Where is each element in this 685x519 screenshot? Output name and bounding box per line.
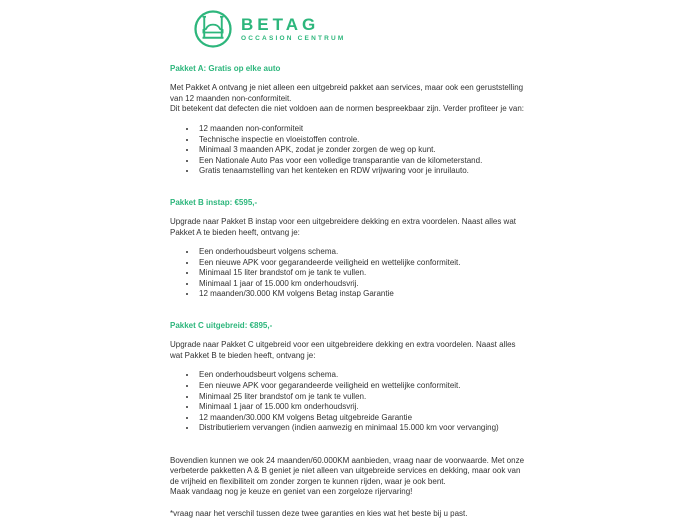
bullet-item: • Een nieuwe APK voor gegarandeerde veiligheid en wettelijke conformiteit. bbox=[197, 258, 528, 269]
betag-logo-icon bbox=[192, 8, 234, 50]
bullet-item: • Technische inspectie en vloeistoffen controle. bbox=[197, 135, 528, 146]
bullet-item: • 12 maanden non-conformiteit bbox=[197, 124, 528, 135]
bullet-item: • Gratis tenaamstelling van het kenteken en RDW vrijwaring voor je inruilauto. bbox=[197, 166, 528, 177]
bullet-item: • Een onderhoudsbeurt volgens schema. bbox=[197, 370, 528, 381]
pakket-b-intro: Upgrade naar Pakket B instap voor een uitgebreidere dekking en extra voordelen. Naast alles wat Pakket A te bieden heeft, ontvang je: bbox=[170, 217, 516, 237]
logo bbox=[192, 8, 528, 50]
logo-brand-text: BETAG bbox=[241, 14, 320, 34]
pakket-a-intro-line-1: Met Pakket A ontvang je niet alleen een uitgebreid pakket aan services, maar ook een geruststelling van 12 maanden non-conformiteit. bbox=[170, 83, 524, 103]
bullet-item: • Minimaal 3 maanden APK, zodat je zonder zorgen de weg op kunt. bbox=[197, 145, 528, 156]
bullet-item: • 12 maanden/30.000 KM volgens Betag instap Garantie bbox=[197, 289, 528, 300]
bullet-item: • Minimaal 1 jaar of 15.000 km onderhoudsvrij. bbox=[197, 279, 528, 290]
section-pakket-c bbox=[170, 321, 528, 434]
bullet-item: • Distributieriem vervangen (indien aanwezig en minimaal 15.000 km voor vervanging) bbox=[197, 423, 528, 434]
closing-cta-line: Maak vandaag nog je keuze en geniet van een zorgeloze rijervaring! bbox=[170, 487, 413, 497]
pakket-c-heading: Pakket C uitgebreid: €895,- bbox=[170, 320, 273, 330]
pakket-b-bullet-list bbox=[197, 247, 528, 300]
bullet-item: • 12 maanden/30.000 KM volgens Betag uitgebreide Garantie bbox=[197, 413, 528, 424]
closing-block bbox=[170, 456, 528, 519]
pakket-a-intro-line-2: Dit betekent dat defecten die niet voldoen aan de normen bespreekbaar zijn. Verder profiteer je van: bbox=[170, 104, 525, 114]
pakket-c-intro: Upgrade naar Pakket C uitgebreid voor een uitgebreidere dekking en extra voordelen. Naast alles wat Pakket B te bieden heeft, ontvang je: bbox=[170, 340, 516, 360]
bullet-item: • Een Nationale Auto Pas voor een volledige transparantie van de kilometerstand. bbox=[197, 156, 528, 167]
pakket-a-bullet-list bbox=[197, 124, 528, 177]
footnote: *vraag naar het verschil tussen deze twee garanties en kies wat het beste bij u past. bbox=[170, 508, 468, 518]
pakket-b-heading: Pakket B instap: €595,- bbox=[170, 197, 258, 207]
bullet-item: • Minimaal 15 liter brandstof om je tank te vullen. bbox=[197, 268, 528, 279]
pakket-a-heading: Pakket A: Gratis op elke auto bbox=[170, 64, 281, 73]
logo-subtitle-text: OCCASION CENTRUM bbox=[241, 35, 346, 43]
closing-paragraph: Bovendien kunnen we ook 24 maanden/60.000KM aanbieden, vraag naar de voorwaarde. Met onze verbeterde pakketten A & B geniet je niet alleen van uitgebreide services en dekking, maar ook van de vrijheid en flexibiliteit om zonder zorgen te kunnen rijden, waar je ook bent. bbox=[170, 455, 525, 486]
bullet-item: • Een nieuwe APK voor gegarandeerde veiligheid en wettelijke conformiteit. bbox=[197, 381, 528, 392]
pakket-c-bullet-list bbox=[197, 370, 528, 433]
bullet-item: • Minimaal 25 liter brandstof om je tank te vullen. bbox=[197, 392, 528, 403]
section-pakket-a bbox=[170, 64, 528, 177]
section-pakket-b bbox=[170, 198, 528, 300]
bullet-item: • Een onderhoudsbeurt volgens schema. bbox=[197, 247, 528, 258]
bullet-item: • Minimaal 1 jaar of 15.000 km onderhoudsvrij. bbox=[197, 402, 528, 413]
